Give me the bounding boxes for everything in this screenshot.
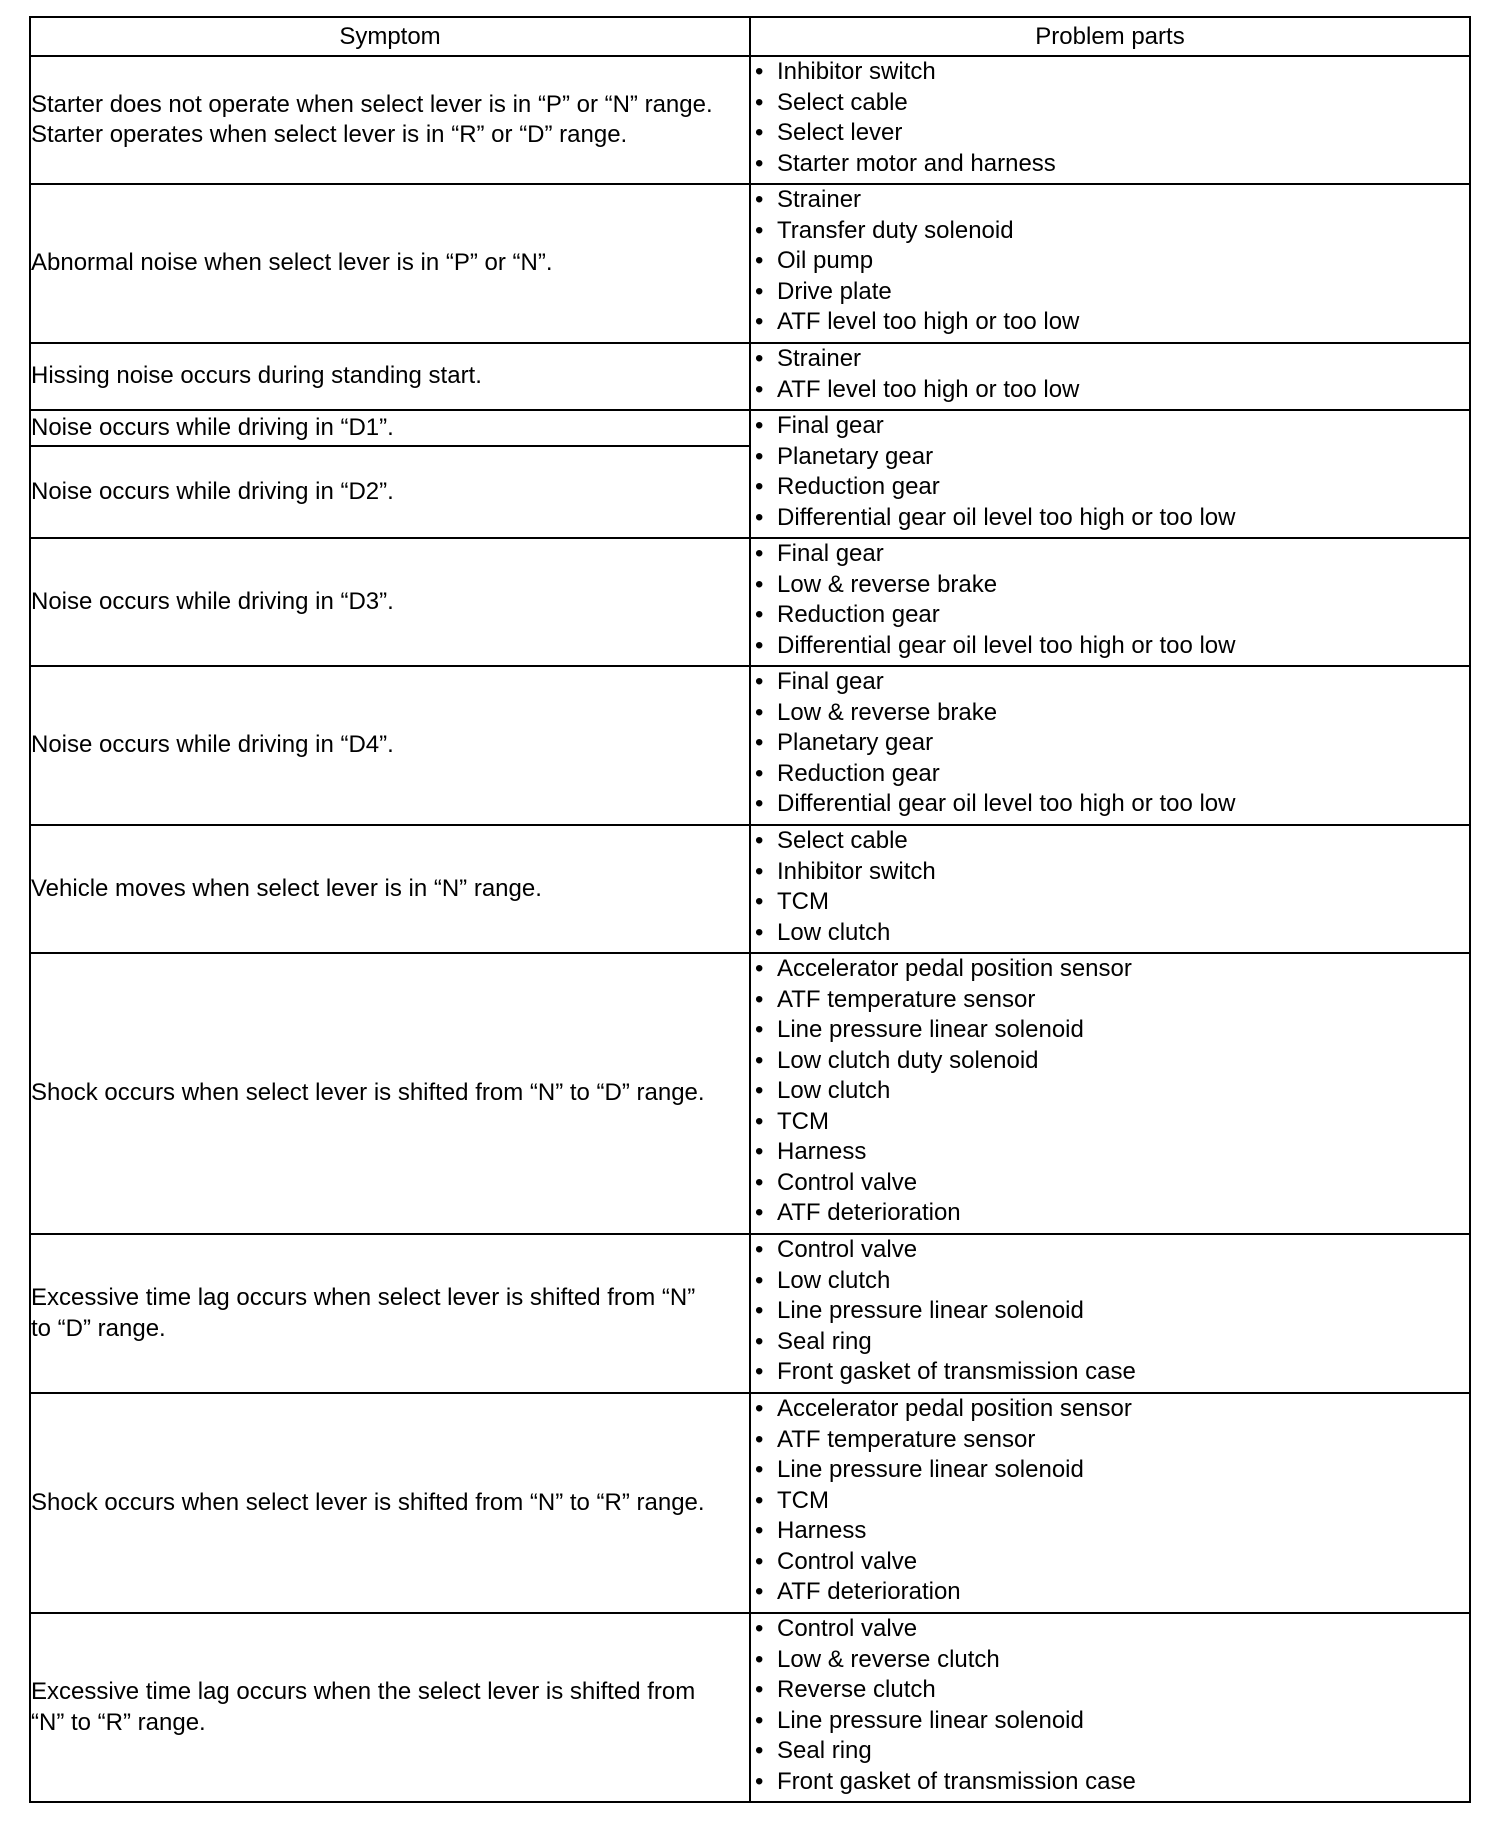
parts-cell: [750, 56, 1470, 184]
parts-list: [751, 1235, 1469, 1388]
list-item: • Low clutch: [751, 1266, 1469, 1297]
symptom-text: Shock occurs when select lever is shifted from “N” to “R” range.: [31, 1488, 705, 1516]
list-item: • TCM: [751, 887, 1469, 918]
parts-cell: [750, 184, 1470, 343]
list-item: • Control valve: [751, 1168, 1469, 1199]
table-row: [30, 825, 1470, 953]
parts-list: [751, 667, 1469, 820]
list-item: • Low & reverse clutch: [751, 1645, 1469, 1676]
table-row: [30, 1613, 1470, 1802]
list-item: • Drive plate: [751, 277, 1469, 308]
table-row: [30, 1234, 1470, 1393]
table-row: [30, 953, 1470, 1234]
list-item: • Differential gear oil level too high or too low: [751, 631, 1469, 662]
table-row: [30, 410, 1470, 446]
symptom-cell: [30, 446, 750, 538]
list-item: • Accelerator pedal position sensor: [751, 954, 1469, 985]
parts-list: [751, 344, 1469, 405]
table-row: [30, 343, 1470, 410]
list-item: • ATF level too high or too low: [751, 375, 1469, 406]
symptom-cell: [30, 343, 750, 410]
list-item: • Harness: [751, 1516, 1469, 1547]
symptom-cell: [30, 953, 750, 1234]
symptom-cell: [30, 825, 750, 953]
symptom-cell: [30, 1613, 750, 1802]
list-item: • Differential gear oil level too high or too low: [751, 789, 1469, 820]
list-item: • Low & reverse brake: [751, 570, 1469, 601]
symptom-text-continued: to “D” range.: [31, 1314, 166, 1342]
parts-cell: [750, 666, 1470, 825]
header-symptom: Symptom: [30, 17, 750, 56]
list-item: • Low clutch duty solenoid: [751, 1046, 1469, 1077]
parts-list: [751, 539, 1469, 661]
list-item: • Select cable: [751, 88, 1469, 119]
symptom-text: Excessive time lag occurs when the select lever is shifted from: [31, 1678, 696, 1705]
list-item: • Low clutch: [751, 1076, 1469, 1107]
parts-list: [751, 57, 1469, 179]
list-item: • Reduction gear: [751, 600, 1469, 631]
parts-list: [751, 1614, 1469, 1797]
list-item: • Differential gear oil level too high or too low: [751, 503, 1469, 534]
list-item: • Transfer duty solenoid: [751, 216, 1469, 247]
list-item: • Starter motor and harness: [751, 149, 1469, 180]
symptom-cell: [30, 184, 750, 343]
parts-list: [751, 826, 1469, 948]
list-item: • Low & reverse brake: [751, 698, 1469, 729]
list-item: • Line pressure linear solenoid: [751, 1296, 1469, 1327]
symptom-cell: [30, 666, 750, 825]
list-item: • Seal ring: [751, 1736, 1469, 1767]
parts-cell: [750, 1613, 1470, 1802]
list-item: • Reverse clutch: [751, 1675, 1469, 1706]
symptom-cell: [30, 1234, 750, 1393]
header-row: [30, 17, 1470, 56]
list-item: • Control valve: [751, 1614, 1469, 1645]
list-item: • Planetary gear: [751, 442, 1469, 473]
list-item: • Reduction gear: [751, 472, 1469, 503]
symptom-cell: [30, 410, 750, 446]
parts-cell: [750, 538, 1470, 666]
list-item: • Line pressure linear solenoid: [751, 1455, 1469, 1486]
list-item: • Inhibitor switch: [751, 57, 1469, 88]
symptom-text: Excessive time lag occurs when select lever is shifted from “N”: [31, 1284, 696, 1311]
parts-list: [751, 185, 1469, 338]
symptom-cell: [30, 1393, 750, 1613]
symptom-table: [29, 16, 1471, 1803]
parts-cell: [750, 1234, 1470, 1393]
symptom-text: Noise occurs while driving in “D4”.: [31, 731, 394, 759]
parts-cell: [750, 953, 1470, 1234]
list-item: • Strainer: [751, 185, 1469, 216]
table-row: [30, 538, 1470, 666]
symptom-cell: [30, 56, 750, 184]
list-item: • Control valve: [751, 1547, 1469, 1578]
list-item: • Final gear: [751, 667, 1469, 698]
list-item: • ATF temperature sensor: [751, 1425, 1469, 1456]
list-item: • Control valve: [751, 1235, 1469, 1266]
list-item: • Reduction gear: [751, 759, 1469, 790]
list-item: • Inhibitor switch: [751, 857, 1469, 888]
list-item: • Line pressure linear solenoid: [751, 1015, 1469, 1046]
symptom-text: Noise occurs while driving in “D2”.: [31, 477, 394, 505]
list-item: • Final gear: [751, 539, 1469, 570]
list-item: • Line pressure linear solenoid: [751, 1706, 1469, 1737]
table-row: [30, 56, 1470, 184]
symptom-text: Shock occurs when select lever is shifted from “N” to “D” range.: [31, 1079, 705, 1107]
list-item: • Harness: [751, 1137, 1469, 1168]
list-item: • Front gasket of transmission case: [751, 1357, 1469, 1388]
symptom-text: Hissing noise occurs during standing start.: [31, 362, 482, 390]
parts-list: [751, 1394, 1469, 1608]
table-row: [30, 1393, 1470, 1613]
symptom-text: Noise occurs while driving in “D3”.: [31, 587, 394, 615]
parts-cell: [750, 343, 1470, 410]
symptom-text: Starter does not operate when select lever is in “P” or “N” range. Starter operates when select lever is in “R” or “D” range.: [31, 90, 713, 148]
table-row: [30, 184, 1470, 343]
symptom-text-continued: “N” to “R” range.: [31, 1708, 206, 1736]
list-item: • Select lever: [751, 118, 1469, 149]
list-item: • Strainer: [751, 344, 1469, 375]
parts-cell: [750, 1393, 1470, 1613]
list-item: • Select cable: [751, 826, 1469, 857]
list-item: • ATF temperature sensor: [751, 985, 1469, 1016]
list-item: • Low clutch: [751, 918, 1469, 949]
parts-list: [751, 411, 1469, 533]
symptom-text: Abnormal noise when select lever is in “P” or “N”.: [31, 249, 553, 277]
list-item: • TCM: [751, 1107, 1469, 1138]
header-problem-parts: Problem parts: [750, 17, 1470, 56]
list-item: • Seal ring: [751, 1327, 1469, 1358]
symptom-text: Noise occurs while driving in “D1”.: [31, 413, 394, 441]
symptom-text: Vehicle moves when select lever is in “N” range.: [31, 874, 542, 902]
table-row: [30, 666, 1470, 825]
list-item: • Final gear: [751, 411, 1469, 442]
parts-list: [751, 954, 1469, 1229]
parts-cell: [750, 410, 1470, 538]
list-item: • Oil pump: [751, 246, 1469, 277]
list-item: • TCM: [751, 1486, 1469, 1517]
list-item: • ATF deterioration: [751, 1577, 1469, 1608]
symptom-cell: [30, 538, 750, 666]
list-item: • ATF level too high or too low: [751, 307, 1469, 338]
list-item: • Accelerator pedal position sensor: [751, 1394, 1469, 1425]
list-item: • Front gasket of transmission case: [751, 1767, 1469, 1798]
parts-cell: [750, 825, 1470, 953]
list-item: • Planetary gear: [751, 728, 1469, 759]
list-item: • ATF deterioration: [751, 1198, 1469, 1229]
